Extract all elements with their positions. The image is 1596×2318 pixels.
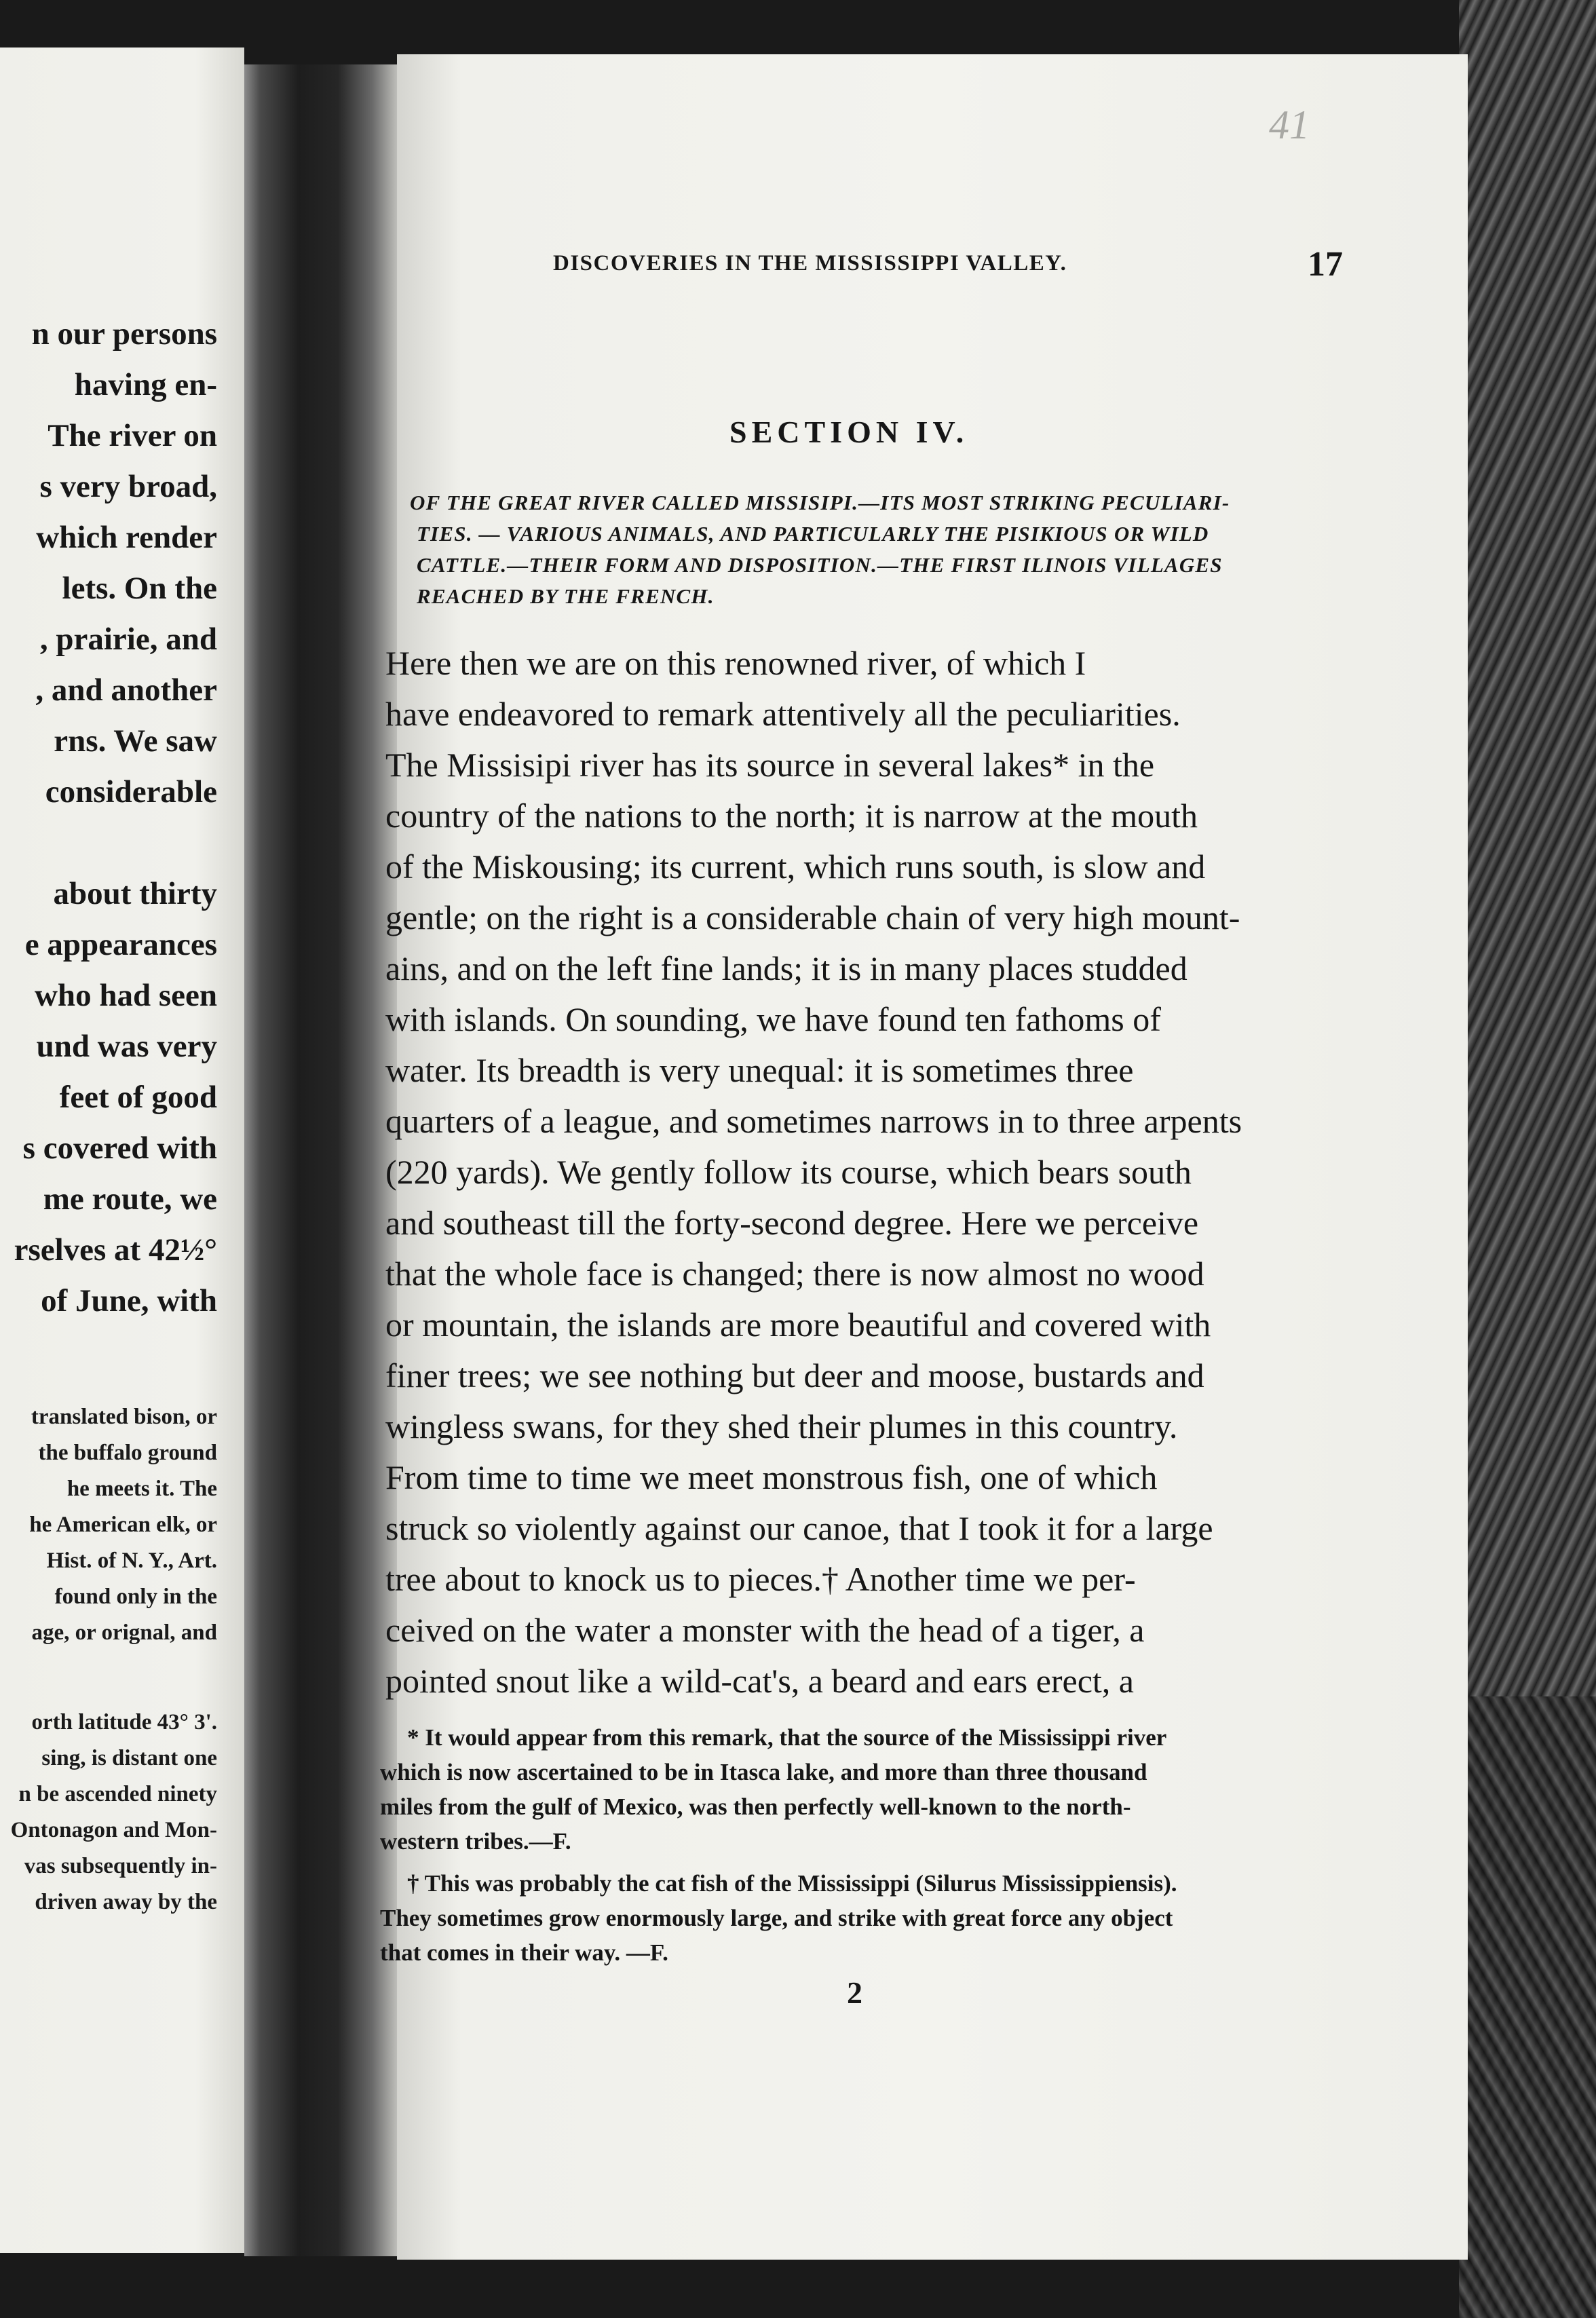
- left-page-note-line: age, or orignal, and: [31, 1620, 217, 1645]
- left-page-note-line: sing, is distant one: [41, 1746, 217, 1770]
- body-line: Here then we are on this renowned river, of which I: [385, 644, 1086, 682]
- summary-line: REACHED BY THE FRENCH.: [417, 584, 715, 608]
- body-text: [385, 638, 1342, 1707]
- signature-mark: 2: [847, 1975, 862, 2010]
- left-page-line: The river on: [48, 418, 217, 453]
- body-line: that the whole face is changed; there is now almost no wood: [385, 1255, 1204, 1293]
- body-line: and southeast till the forty-second degree. Here we perceive: [385, 1204, 1199, 1242]
- left-page-note-line: Ontonagon and Mon-: [10, 1818, 217, 1842]
- book-gutter: [244, 64, 400, 2256]
- body-line: country of the nations to the north; it is narrow at the mouth: [385, 797, 1198, 835]
- body-line: The Missisipi river has its source in several lakes* in the: [385, 746, 1155, 784]
- left-page-line: e appearances: [24, 927, 217, 962]
- section-title: SECTION IV.: [729, 415, 969, 449]
- left-page-line: me route, we: [43, 1181, 217, 1217]
- left-page-line: und was very: [36, 1029, 217, 1064]
- summary-line: CATTLE.—THEIR FORM AND DISPOSITION.—THE FIRST ILINOIS VILLAGES: [417, 553, 1223, 577]
- left-page-line: feet of good: [59, 1080, 217, 1115]
- left-page-note-line: he American elk, or: [29, 1513, 217, 1537]
- running-head: DISCOVERIES IN THE MISSISSIPPI VALLEY.: [553, 251, 1067, 276]
- left-page-note-line: translated bison, or: [31, 1405, 217, 1429]
- footnote-line: They sometimes grow enormously large, and strike with great force any object: [380, 1905, 1173, 1931]
- body-line: quarters of a league, and sometimes narrows in to three arpents: [385, 1102, 1242, 1140]
- body-line: ains, and on the left fine lands; it is in many places studded: [385, 949, 1188, 987]
- footnote-2: [380, 1866, 1337, 1970]
- body-line: of the Miskousing; its current, which runs south, is slow and: [385, 848, 1206, 886]
- left-page-line: , and another: [35, 672, 217, 708]
- footnote-line: * It would appear from this remark, that the source of the Mississippi river: [407, 1724, 1167, 1751]
- body-line: struck so violently against our canoe, that I took it for a large: [385, 1509, 1213, 1547]
- body-line: with islands. On sounding, we have found ten fathoms of: [385, 1000, 1161, 1038]
- summary-line: OF THE GREAT RIVER CALLED MISSISIPI.—ITS MOST STRIKING PECULIARI-: [410, 491, 1230, 514]
- left-page-note-line: found only in the: [54, 1584, 217, 1609]
- body-line: ceived on the water a monster with the head of a tiger, a: [385, 1611, 1145, 1649]
- left-page-line: of June, with: [41, 1283, 217, 1318]
- pencil-folio-mark: 41: [1269, 102, 1310, 147]
- left-page-line: rselves at 42½°: [14, 1232, 217, 1268]
- left-page-line: having en-: [74, 367, 217, 402]
- left-page-note-line: Hist. of N. Y., Art.: [46, 1548, 217, 1573]
- left-page-line: about thirty: [53, 876, 217, 911]
- body-line: wingless swans, for they shed their plumes in this country.: [385, 1407, 1178, 1445]
- left-page-note-line: he meets it. The: [66, 1477, 217, 1501]
- body-line: have endeavored to remark attentively all the peculiarities.: [385, 695, 1181, 733]
- left-page-note-line: orth latitude 43° 3'.: [31, 1710, 217, 1734]
- summary-line: TIES. — VARIOUS ANIMALS, AND PARTICULARLY THE PISIKIOUS OR WILD: [417, 522, 1209, 546]
- body-line: (220 yards). We gently follow its course, which bears south: [385, 1153, 1192, 1191]
- left-page-line: s very broad,: [39, 469, 217, 504]
- body-line: water. Its breadth is very unequal: it is sometimes three: [385, 1051, 1134, 1089]
- body-line: tree about to knock us to pieces.† Another time we per-: [385, 1560, 1136, 1598]
- body-line: gentle; on the right is a considerable chain of very high mount-: [385, 898, 1240, 936]
- left-page: [0, 48, 244, 2253]
- left-page-line: , prairie, and: [39, 622, 217, 657]
- left-page-line: considerable: [45, 774, 217, 810]
- left-page-line: s covered with: [22, 1130, 217, 1166]
- left-page-line: which render: [36, 520, 217, 555]
- left-page-line: who had seen: [34, 978, 217, 1013]
- page-number: 17: [1308, 245, 1343, 284]
- body-line: or mountain, the islands are more beautiful and covered with: [385, 1306, 1211, 1344]
- footnote-line: † This was probably the cat fish of the Mississippi (Silurus Mississippiensis).: [407, 1870, 1177, 1897]
- left-page-line: n our persons: [31, 316, 217, 352]
- body-line: finer trees; we see nothing but deer and moose, bustards and: [385, 1356, 1204, 1394]
- left-page-note-line: n be ascended ninety: [18, 1782, 217, 1806]
- footnote-line: western tribes.—F.: [380, 1828, 571, 1855]
- body-line: pointed snout like a wild-cat's, a beard and ears erect, a: [385, 1662, 1135, 1700]
- left-page-note-line: the buffalo ground: [38, 1441, 217, 1465]
- section-summary: [410, 487, 1346, 612]
- body-line: From time to time we meet monstrous fish, one of which: [385, 1458, 1158, 1496]
- left-page-note-line: driven away by the: [35, 1890, 217, 1914]
- footnote-line: which is now ascertained to be in Itasca lake, and more than three thousand: [380, 1759, 1147, 1785]
- footnote-line: miles from the gulf of Mexico, was then perfectly well-known to the north-: [380, 1793, 1131, 1820]
- left-page-line: rns. We saw: [54, 723, 217, 759]
- left-page-note-line: vas subsequently in-: [24, 1854, 217, 1878]
- left-page-line: lets. On the: [62, 571, 217, 606]
- marbled-endpaper-lower: [1459, 1696, 1596, 2318]
- footnote-line: that comes in their way. —F.: [380, 1939, 668, 1966]
- footnote-1: [380, 1720, 1337, 1859]
